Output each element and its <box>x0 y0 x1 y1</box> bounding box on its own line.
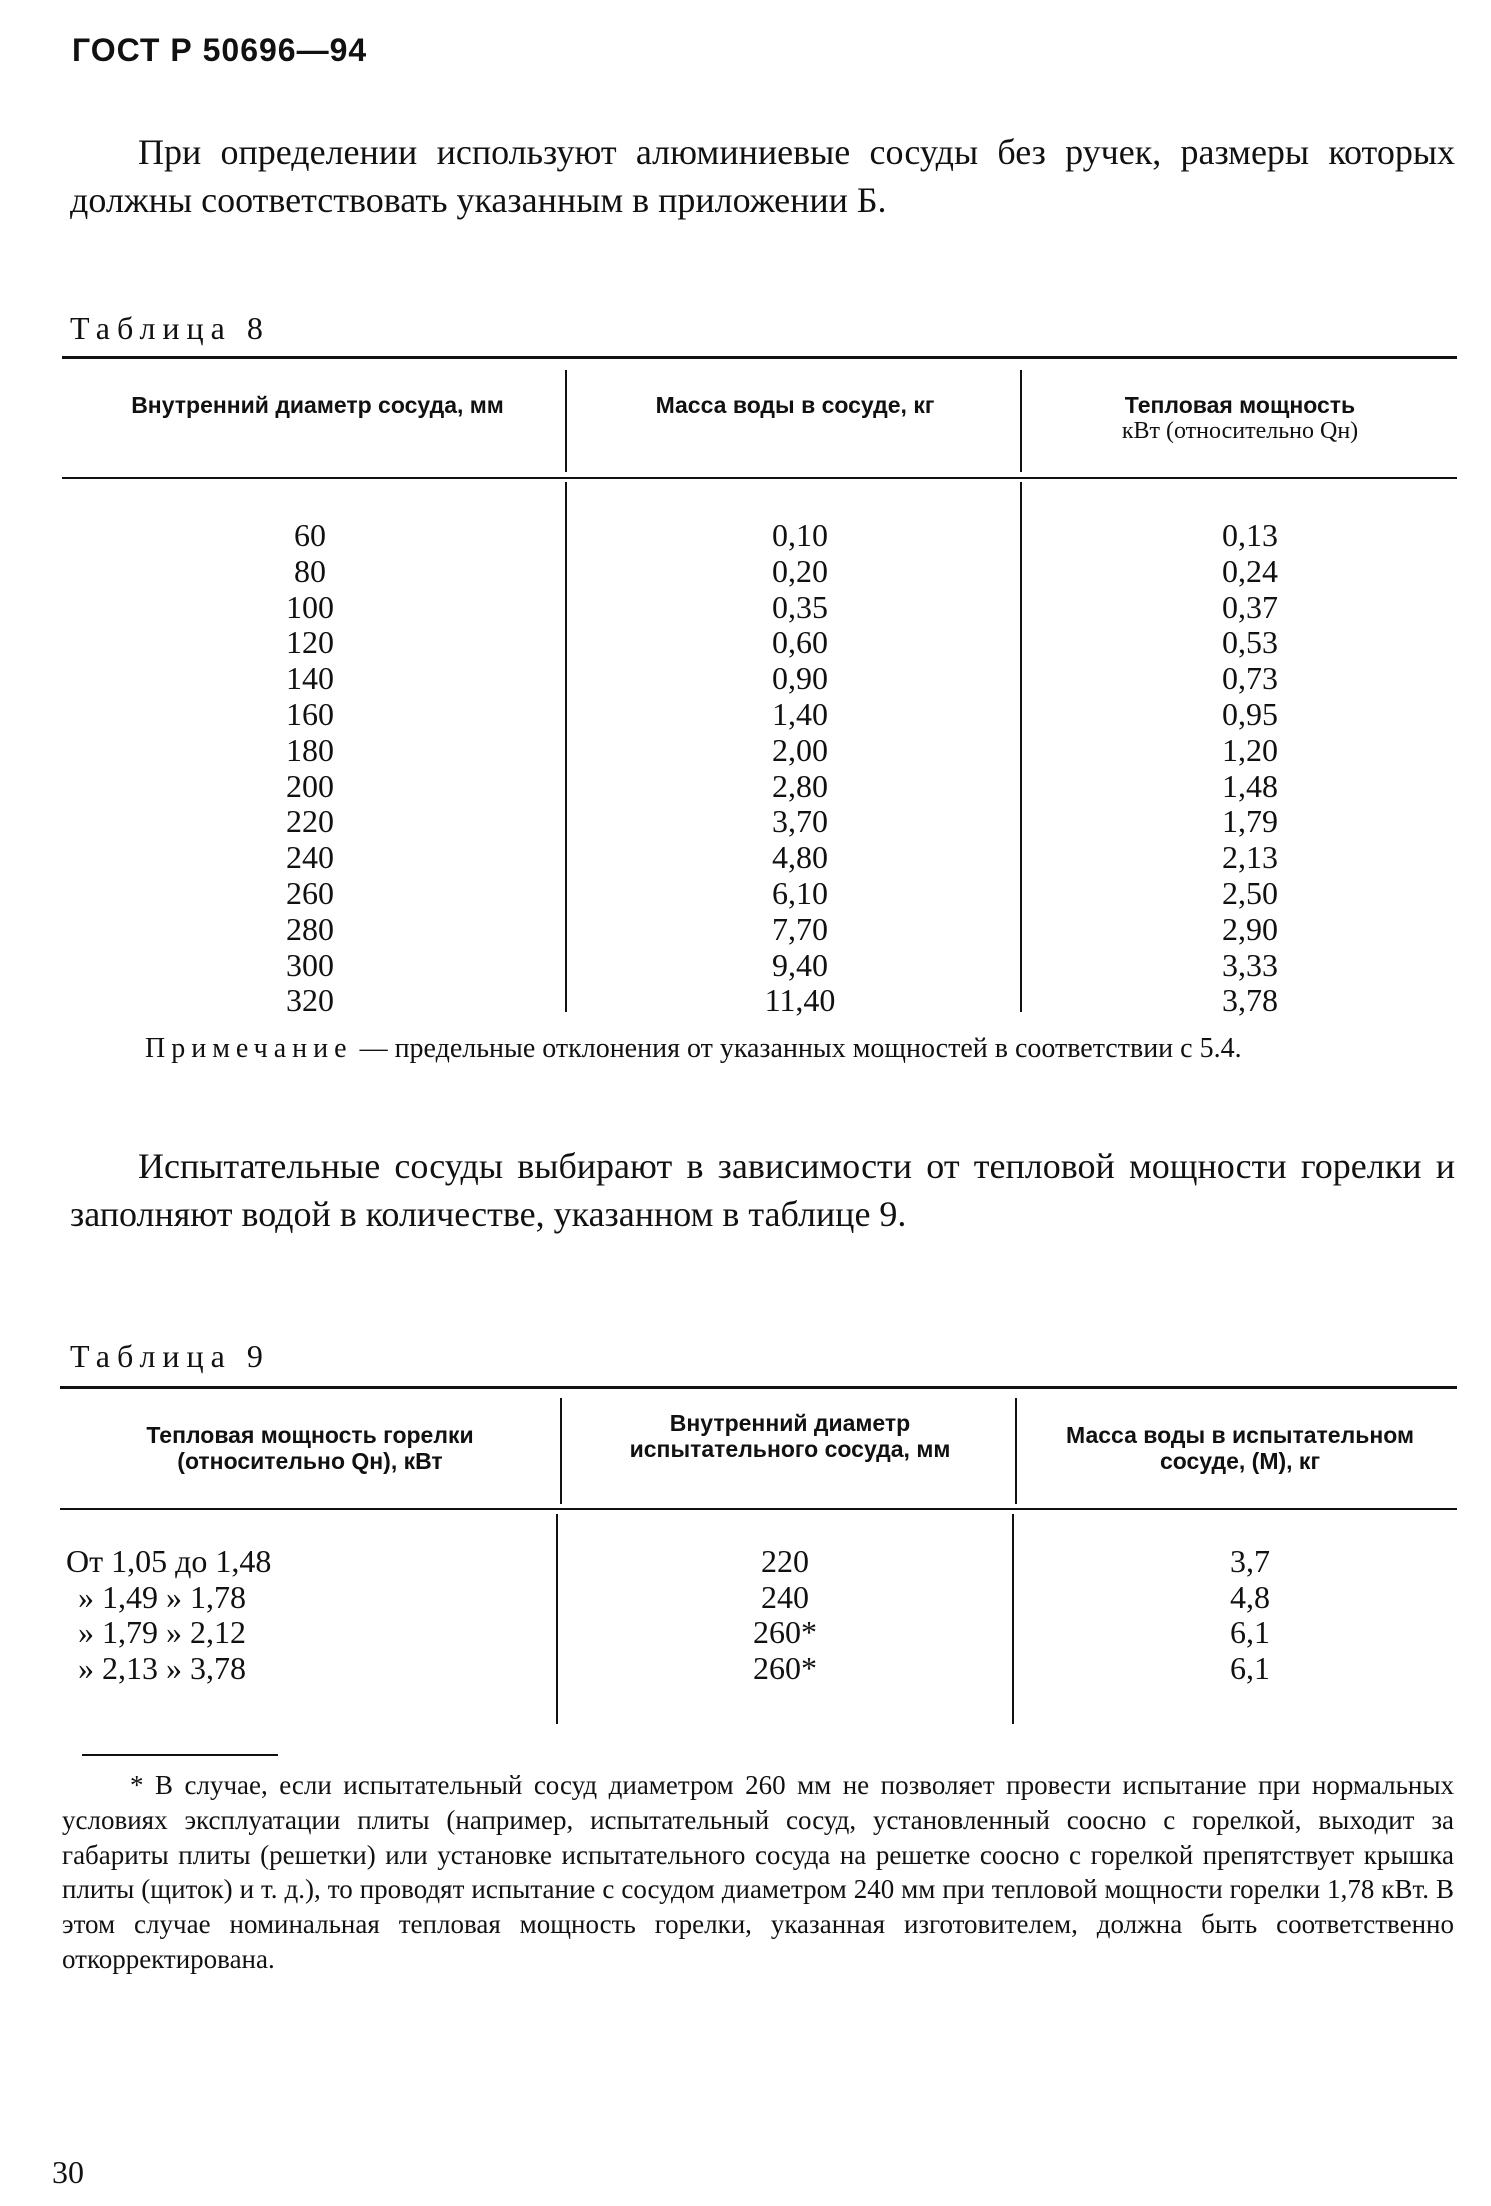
table9-vline-2a <box>1015 1398 1017 1504</box>
table-cell: 2,80 <box>772 767 828 804</box>
table-cell: 3,7 <box>1230 1543 1270 1579</box>
table8-header-power-line2: кВт (относительно Qн) <box>1121 418 1359 444</box>
table-cell: 1,20 <box>1222 731 1278 768</box>
table-cell: 80 <box>294 552 326 589</box>
table8-vline-1a <box>565 370 567 472</box>
table-cell: 3,70 <box>772 803 828 840</box>
table-cell: 6,10 <box>772 874 828 911</box>
table-cell: 0,53 <box>1222 624 1278 661</box>
table-cell: » 1,79 » 2,12 <box>78 1614 246 1650</box>
table8-vline-1b <box>565 482 567 1012</box>
table8-header-rule <box>62 477 1457 479</box>
table8-header-power-line1: Тепловая мощность <box>1124 392 1356 418</box>
table9-header-mass: Масса воды в испытательном сосуде, (M), кг <box>1066 1422 1414 1474</box>
table-cell: 9,40 <box>772 946 828 983</box>
table-cell: 0,13 <box>1222 517 1278 553</box>
table-cell: 2,90 <box>1222 910 1278 947</box>
table8-header-mass: Масса воды в сосуде, кг <box>655 392 935 418</box>
page-number: 30 <box>52 2154 84 2190</box>
table9-top-rule <box>60 1386 1457 1389</box>
test-vessels-paragraph: Испытательные сосуды выбирают в зависимости от тепловой мощности горелки и заполняют водой в количестве, указанном в таблице 9. <box>70 1146 1455 1234</box>
table-cell: 0,10 <box>772 517 828 553</box>
table-cell: 180 <box>286 731 334 768</box>
table-cell: 0,37 <box>1222 588 1278 625</box>
table8-header-power <box>1040 392 1440 444</box>
table-cell: 7,70 <box>772 910 828 947</box>
table-cell: 2,13 <box>1222 839 1278 876</box>
table8-col-mass <box>680 518 920 1019</box>
footnote: * В случае, если испытательный сосуд диаметром 260 мм не позволяет провести испытание при нормальных условиях эксплуатации плиты (например, испытательный сосуд, установленный соосно с горелкой, выходит за габариты плиты (решетки) или установке испытательного сосуда на решетке соосно с горелкой препятствует крышка плиты (щиток) и т. д.), то проводят испытание с сосудом диаметром 240 мм при тепловой мощности горелки 1,78 кВт. В этом случае номинальная тепловая мощность горелки, указанная изготовителем, должна быть соответственно откорректирована. <box>62 1770 1454 1974</box>
table9-header-power: Тепловая мощность горелки (относительно Qн), кВт <box>146 1422 474 1474</box>
table9-header-diameter: Внутренний диаметр испытательного сосуда, мм <box>629 1410 951 1462</box>
table-cell: 160 <box>286 695 334 732</box>
table9-vline-1a <box>560 1398 562 1504</box>
table-cell: 320 <box>286 982 334 1019</box>
table8-vline-2a <box>1020 370 1022 472</box>
table-cell: 0,95 <box>1222 695 1278 732</box>
table-cell: 100 <box>286 588 334 625</box>
table-cell: 2,00 <box>772 731 828 768</box>
table8-note <box>145 1030 1455 1068</box>
table-cell: 260* <box>753 1649 817 1686</box>
table-cell: От 1,05 до 1,48 <box>66 1543 272 1579</box>
table-cell: 3,33 <box>1222 946 1278 983</box>
intro-paragraph: При определении используют алюминиевые сосуды без ручек, размеры которых должны соответствовать указанным в приложении Б. <box>70 132 1455 220</box>
table-cell: 240 <box>286 839 334 876</box>
table-cell: 200 <box>286 767 334 804</box>
table-cell: 260* <box>753 1614 817 1650</box>
table-cell: 0,60 <box>772 624 828 661</box>
table-cell: 6,1 <box>1230 1614 1270 1650</box>
table8-col-power <box>1130 518 1370 1019</box>
table-cell: 140 <box>286 660 334 697</box>
table8-col-diameter <box>190 518 430 1019</box>
table-cell: 1,79 <box>1222 803 1278 840</box>
table-cell: 220 <box>761 1543 809 1579</box>
table9-col-mass <box>1150 1544 1350 1686</box>
table9-col-diameter <box>680 1544 890 1686</box>
table-cell: 0,35 <box>772 588 828 625</box>
table8-vline-2b <box>1020 482 1022 1012</box>
note-text: — предельные отклонения от указанных мощностей в соответствии с 5.4. <box>359 1033 1242 1064</box>
table-cell: 120 <box>286 624 334 661</box>
table9-vline-1b <box>556 1514 558 1724</box>
table9-header-rule <box>60 1508 1457 1510</box>
table8-header-diameter: Внутренний диаметр сосуда, мм <box>131 392 504 418</box>
table-cell: 260 <box>286 874 334 911</box>
table9-vline-2b <box>1012 1514 1014 1724</box>
table-cell: 300 <box>286 946 334 983</box>
table-cell: 11,40 <box>764 982 836 1019</box>
table9-caption: Таблица 9 <box>70 1338 270 1374</box>
table-cell: 280 <box>286 910 334 947</box>
table-cell: 1,40 <box>772 695 828 732</box>
table-cell: 240 <box>761 1578 809 1615</box>
table-cell: 6,1 <box>1230 1649 1270 1686</box>
table-cell: 0,73 <box>1222 660 1278 697</box>
table-cell: 0,90 <box>772 660 828 697</box>
table-cell: » 1,49 » 1,78 <box>78 1578 246 1615</box>
table-cell: 4,80 <box>772 839 828 876</box>
table-cell: 0,24 <box>1222 552 1278 589</box>
table-cell: 2,50 <box>1222 874 1278 911</box>
table-cell: » 2,13 » 3,78 <box>78 1649 246 1686</box>
table8-top-rule <box>62 356 1457 359</box>
note-label: Примечание <box>145 1033 353 1064</box>
table-cell: 1,48 <box>1222 767 1278 804</box>
table8-caption: Таблица 8 <box>70 310 270 346</box>
table-cell: 220 <box>286 803 334 840</box>
table9-col-power <box>66 1544 546 1686</box>
table-cell: 3,78 <box>1222 982 1278 1019</box>
table-cell: 0,20 <box>772 552 828 589</box>
document-header: ГОСТ Р 50696—94 <box>72 32 368 68</box>
table-cell: 60 <box>294 517 326 553</box>
table-cell: 4,8 <box>1230 1578 1270 1615</box>
footnote-separator <box>82 1754 278 1756</box>
